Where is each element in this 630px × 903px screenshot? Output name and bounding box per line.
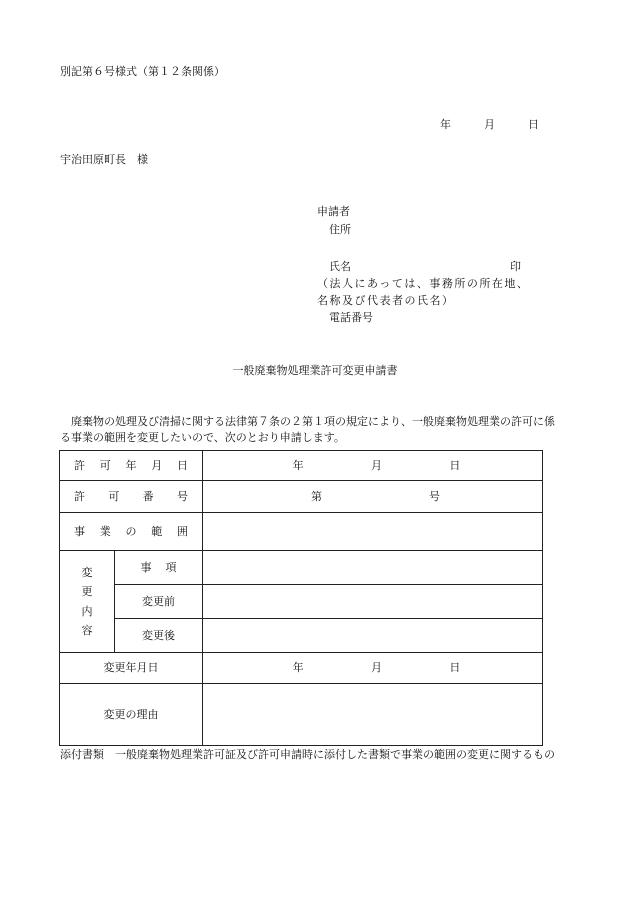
seal-mark: 印: [510, 260, 521, 273]
corp-note-1: （法人にあっては、事務所の所在地、: [317, 277, 530, 290]
day-label: 日: [528, 118, 539, 131]
year-label: 年: [440, 118, 451, 131]
phone-label: 電話番号: [329, 311, 373, 324]
document-title: 一般廃棄物処理業許可変更申請書: [232, 364, 398, 377]
addressee: 宇治田原町長 様: [60, 153, 148, 166]
body-paragraph: 廃棄物の処理及び清掃に関する法律第７条の２第１項の規定により、一般廃棄物処理業の許可に係る事業の範囲を変更したいので、次のとおり申請します。: [60, 415, 555, 444]
change-content-label: 変 更 内 容: [60, 551, 115, 653]
before-change-label: 変更前: [115, 585, 203, 619]
change-reason-field[interactable]: [203, 684, 543, 746]
change-item-label: 事 項: [115, 551, 203, 585]
applicant-heading: 申請者: [317, 205, 350, 218]
submission-date: [440, 117, 539, 133]
change-date-field[interactable]: 年 月 日: [203, 653, 543, 684]
form-number: 別記第６号様式（第１２条関係）: [60, 65, 225, 78]
name-label: 氏名: [329, 260, 351, 273]
permit-number-label: 許 可 番 号: [60, 481, 203, 513]
address-label: 住所: [329, 223, 351, 236]
business-scope-label: 事 業 の 範 囲: [60, 513, 203, 551]
permit-number-field[interactable]: 第 号: [203, 481, 543, 513]
permit-date-field[interactable]: 年 月 日: [203, 451, 543, 481]
change-item-field[interactable]: [203, 551, 543, 585]
after-change-label: 変更後: [115, 619, 203, 653]
permit-date-label: 許 可 年 月 日: [60, 451, 203, 481]
corp-note-2: 名称及び代表者の氏名）: [317, 294, 455, 307]
month-label: 月: [484, 118, 495, 131]
body-text: [60, 414, 562, 446]
change-date-label: 変更年月日: [60, 653, 203, 684]
application-table: [59, 450, 543, 746]
attachment-note: 添付書類 一般廃棄物処理業許可証及び許可申請時に添付した書類で事業の範囲の変更に関するもの: [60, 748, 555, 761]
change-reason-label: 変更の理由: [60, 684, 203, 746]
after-change-field[interactable]: [203, 619, 543, 653]
before-change-field[interactable]: [203, 585, 543, 619]
business-scope-field[interactable]: [203, 513, 543, 551]
